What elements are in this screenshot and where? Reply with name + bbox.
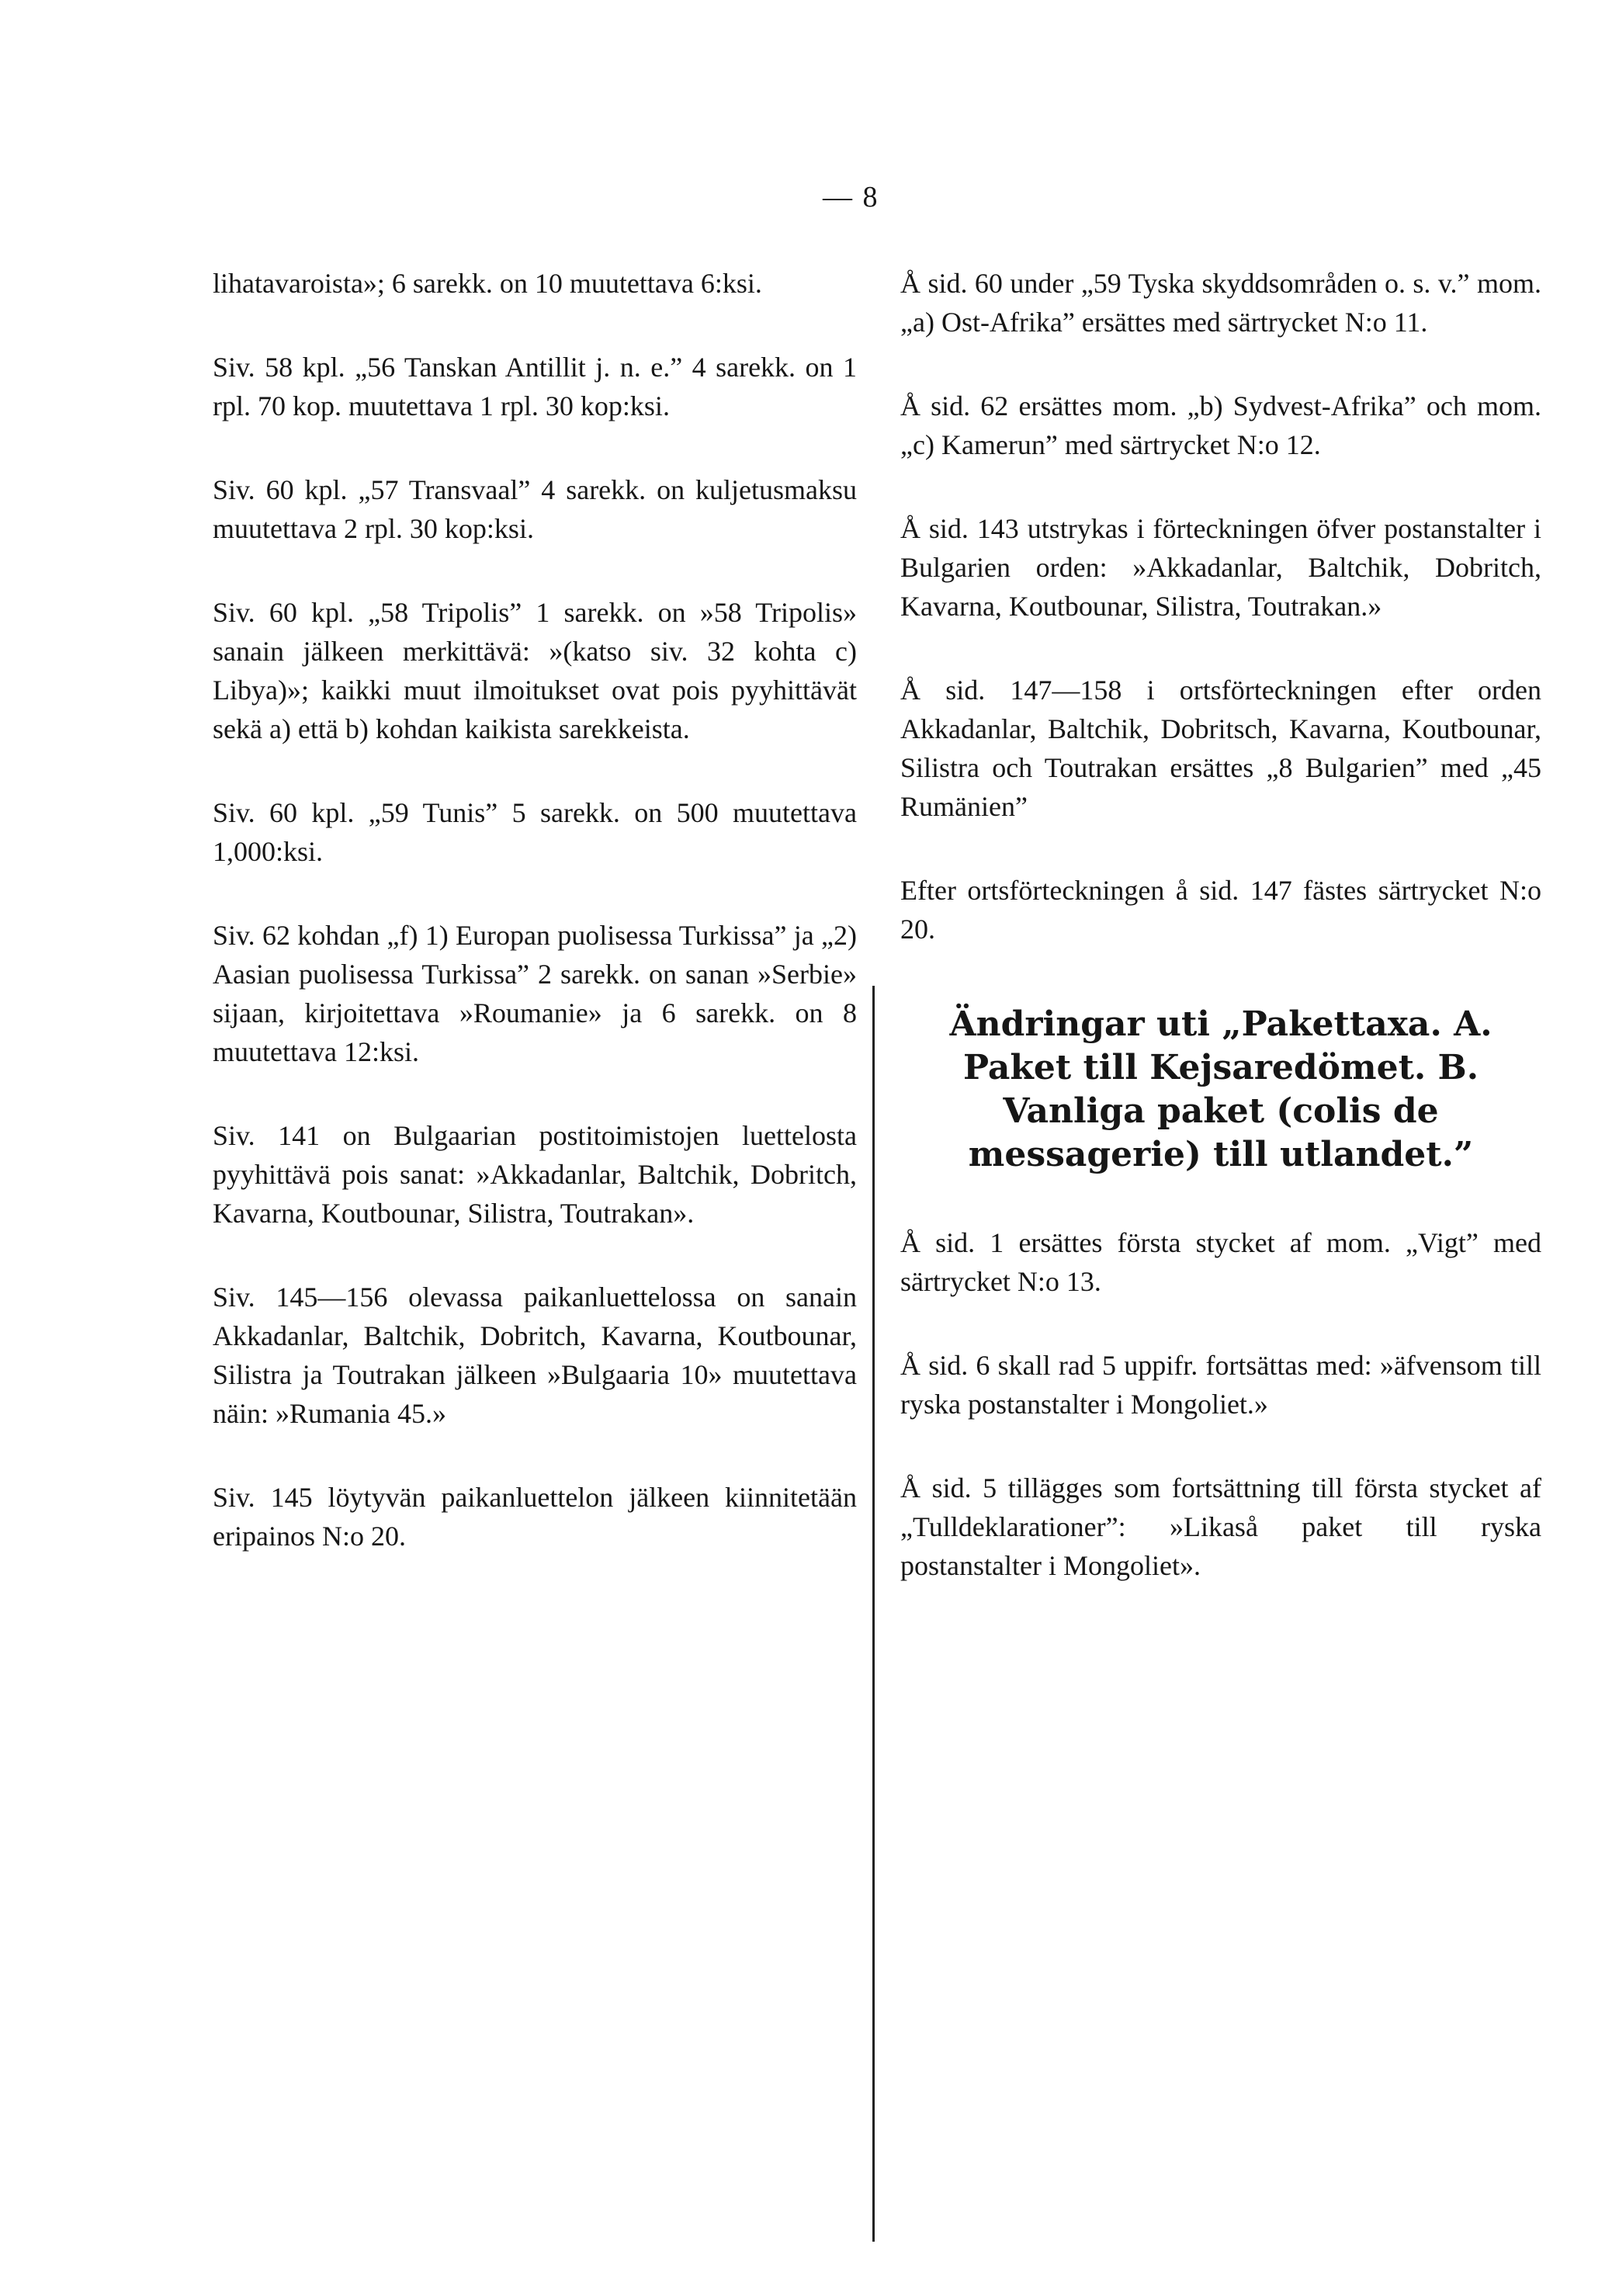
paragraph: Siv. 60 kpl. „59 Tunis” 5 sarekk. on 500 muutettava 1,000:ksi. xyxy=(213,797,857,867)
right-column xyxy=(900,264,1541,1630)
column-divider xyxy=(872,986,875,2242)
paragraph: Å sid. 1 ersättes första stycket af mom. „Vigt” med särtrycket N:o 13. xyxy=(900,1227,1541,1297)
paragraph: Siv. 145—156 olevassa paikanluettelossa on sanain Akkadanlar, Baltchik, Dobritch, Kavarna, Koutbounar, Silistra ja Toutrakan jälkeen »Bulgaaria 10» muutettava näin: »Rumania 45.» xyxy=(213,1282,857,1429)
left-column xyxy=(213,264,857,1601)
paragraph: Å sid. 60 under „59 Tyska skyddsområden o. s. v.” mom. „a) Ost-Afrika” ersättes med särtrycket N:o 11. xyxy=(900,268,1541,338)
paragraph: Siv. 60 kpl. „58 Tripolis” 1 sarekk. on »58 Tripolis» sanain jälkeen merkittävä: »(katso siv. 32 kohta c) Libya)»; kaikki muut ilmoitukset ovat pois pyyhittävät sekä a) että b) kohdan kaikista sarekkeista. xyxy=(213,597,857,744)
section-heading: Ändringar uti „Pakettaxa. A. Paket till Kejsaredömet. B. Vanliga paket (colis de messagerie) till utlandet.” xyxy=(949,1004,1492,1174)
paragraph: Å sid. 6 skall rad 5 uppifr. fortsättas med: »äfvensom till ryska postanstalter i Mongoliet.» xyxy=(900,1350,1541,1420)
paragraph: Siv. 145 löytyvän paikanluettelon jälkeen kiinnitetään eripainos N:o 20. xyxy=(213,1482,857,1552)
paragraph: Å sid. 62 ersättes mom. „b) Sydvest-Afrika” och mom. „c) Kamerun” med särtrycket N:o 12. xyxy=(900,390,1541,460)
paragraph: Siv. 60 kpl. „57 Transvaal” 4 sarekk. on kuljetusmaksu muutettava 2 rpl. 30 kop:ksi. xyxy=(213,474,857,544)
paragraph: Å sid. 147—158 i ortsförteckningen efter orden Akkadanlar, Baltchik, Dobritsch, Kavarna, Koutbounar, Silistra och Toutrakan ersättes „8 Bulgarien” med „45 Rumänien” xyxy=(900,675,1541,822)
paragraph: Siv. 141 on Bulgaarian postitoimistojen luettelosta pyyhittävä pois sanat: »Akkadanlar, Baltchik, Dobritch, Kavarna, Koutbounar, Silistra, Toutrakan». xyxy=(213,1120,857,1229)
page-number: — 8 xyxy=(823,181,879,213)
paragraph: Å sid. 143 utstrykas i förteckningen öfver postanstalter i Bulgarien orden: »Akkadanlar, Baltchik, Dobritch, Kavarna, Koutbounar, Silistra, Toutrakan.» xyxy=(900,513,1541,622)
paragraph: Siv. 62 kohdan „f) 1) Europan puolisessa Turkissa” ja „2) Aasian puolisessa Turkissa” 2 sarekk. on sanan »Serbie» sijaan, kirjoitettava »Roumanie» ja 6 sarekk. on 8 muutettava 12:ksi. xyxy=(213,920,857,1067)
paragraph: lihatavaroista»; 6 sarekk. on 10 muutettava 6:ksi. xyxy=(213,268,762,299)
paragraph: Siv. 58 kpl. „56 Tanskan Antillit j. n. e.” 4 sarekk. on 1 rpl. 70 kop. muutettava 1 rpl. 30 kop:ksi. xyxy=(213,352,857,421)
paragraph: Efter ortsförteckningen å sid. 147 fästes särtrycket N:o 20. xyxy=(900,875,1541,945)
paragraph: Å sid. 5 tillägges som fortsättning till första stycket af „Tulldeklarationer”: »Likaså paket till ryska postanstalter i Mongoliet». xyxy=(900,1472,1541,1581)
